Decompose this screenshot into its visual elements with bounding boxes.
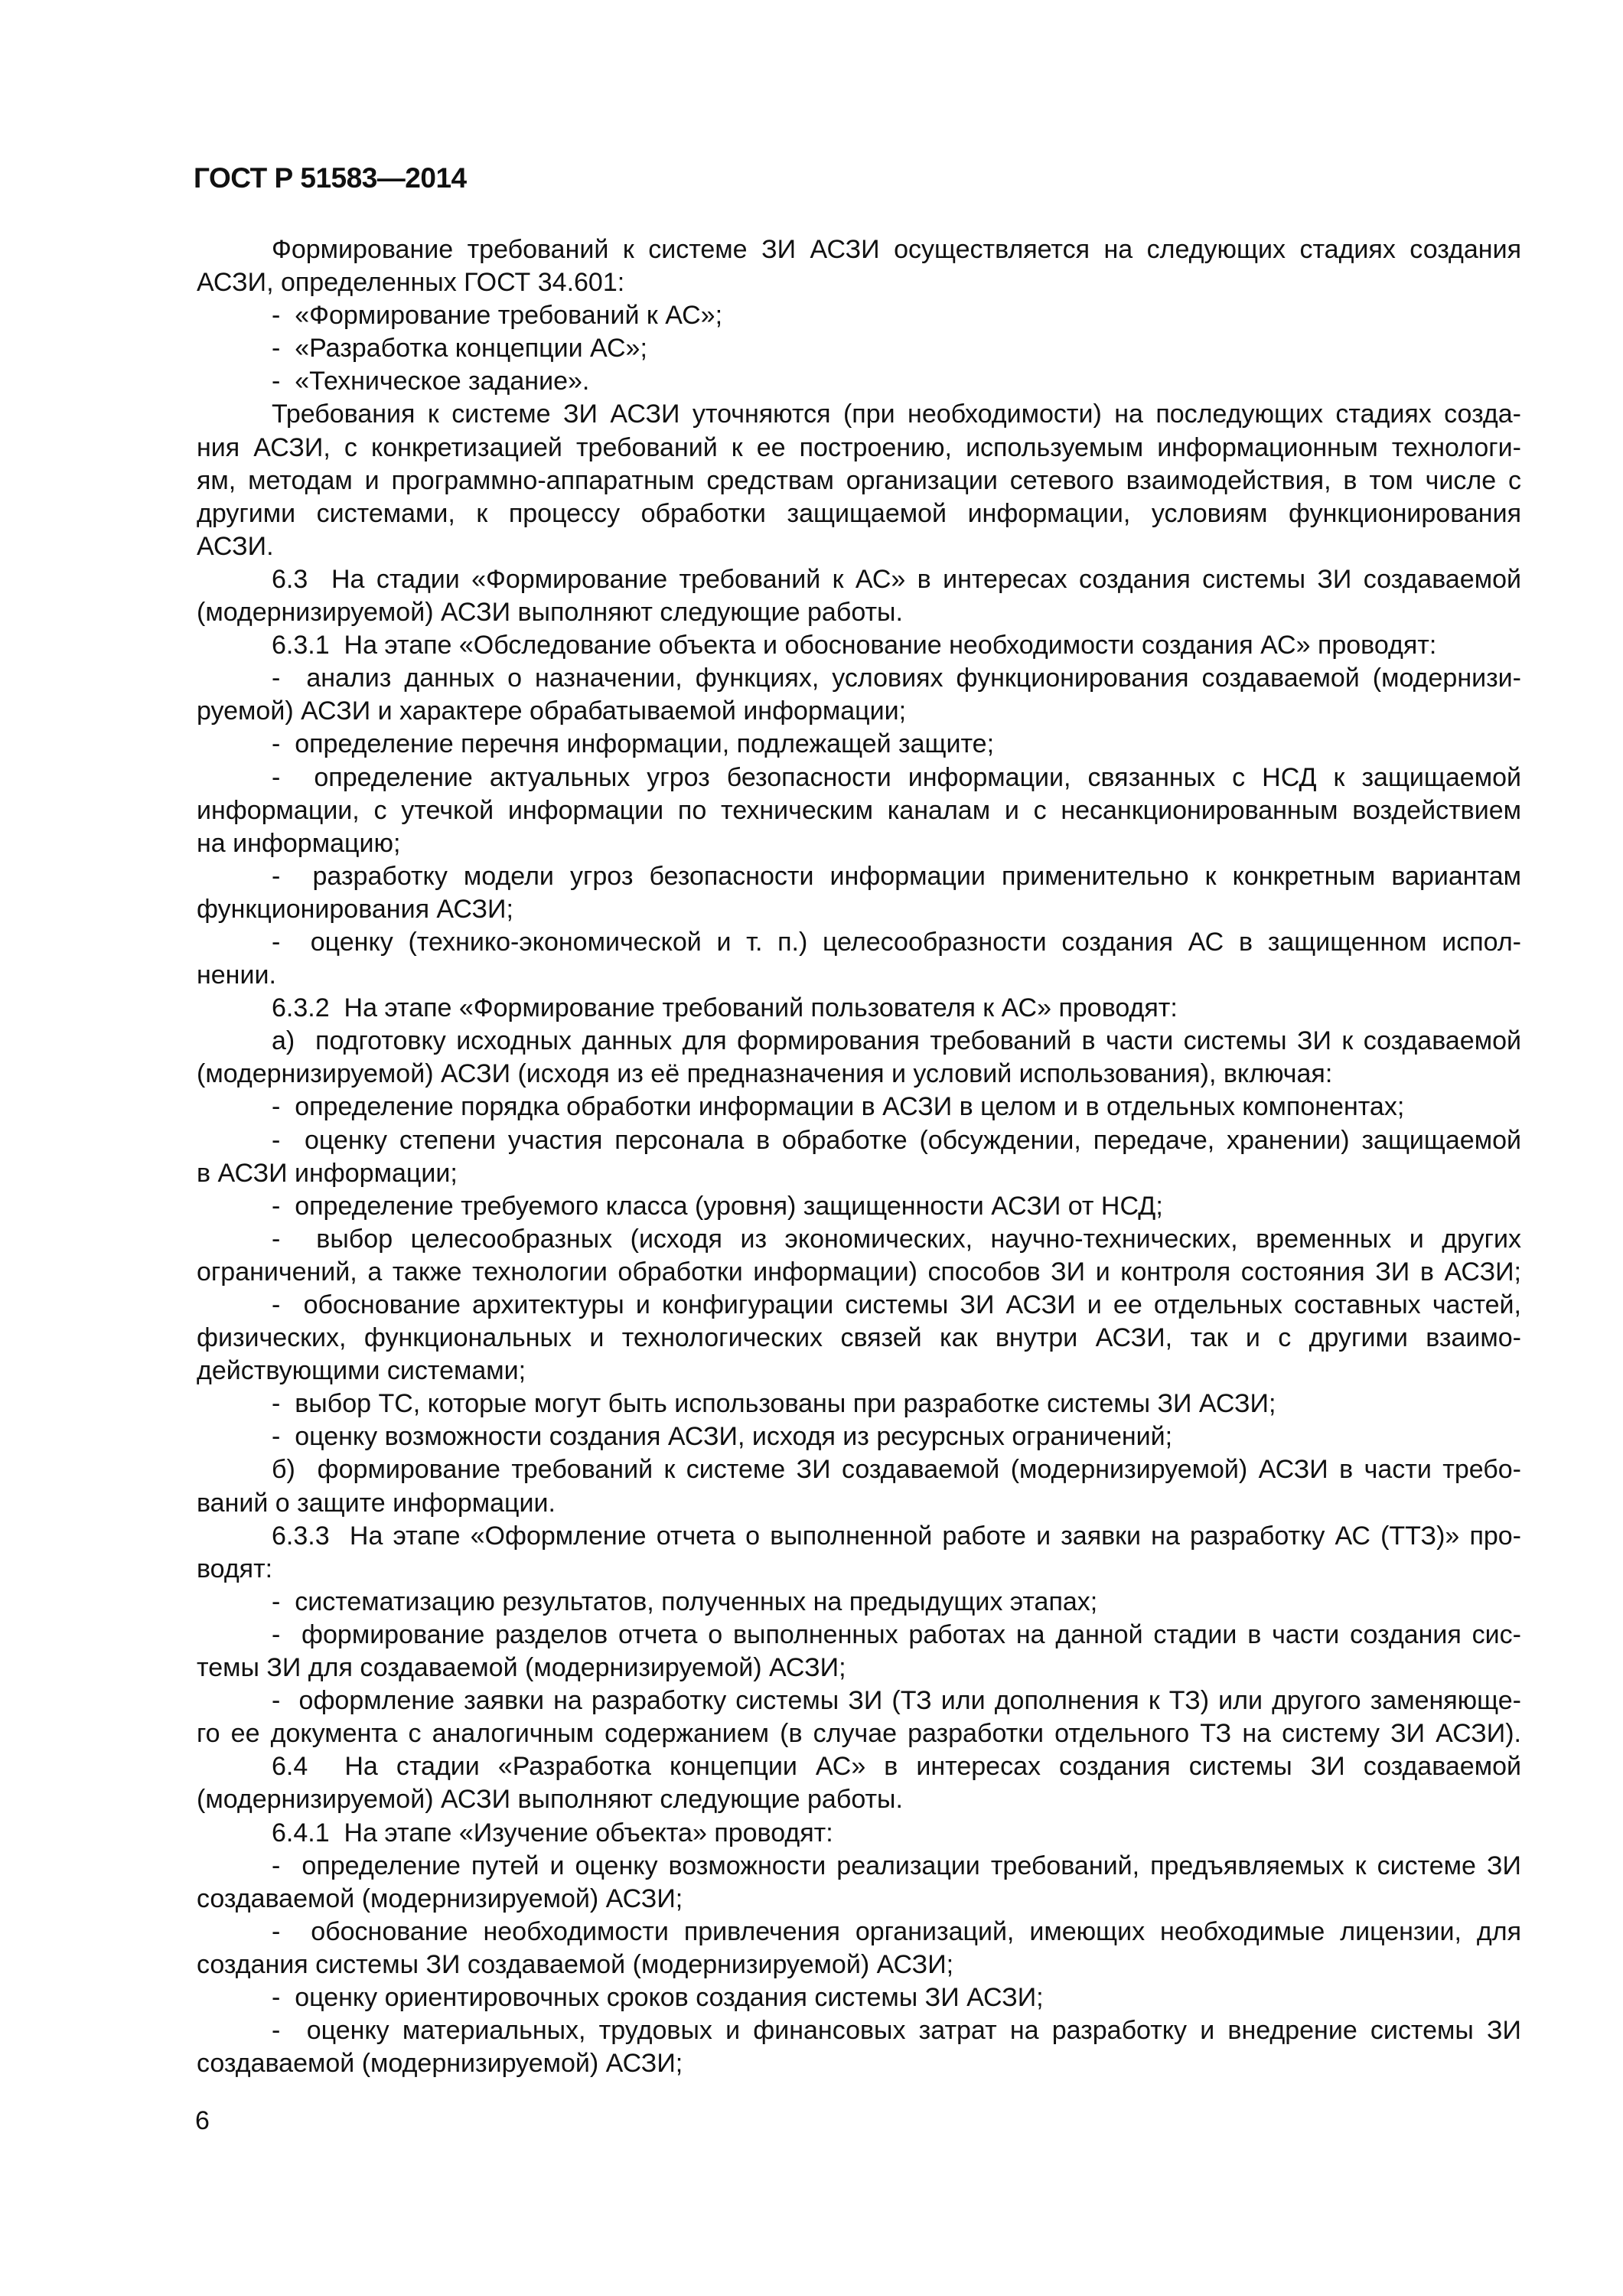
text-line-content: Формирование требований к системе ЗИ АСЗИ осуществляется на следующих стадиях создания (272, 235, 1521, 264)
text-line (197, 1949, 1521, 1981)
text-line (197, 992, 1521, 1025)
text-line (197, 233, 1521, 266)
text-line-content: - оценку материальных, трудовых и финансовых затрат на разработку и внедрение системы ЗИ (272, 2016, 1521, 2046)
text-line (197, 1124, 1521, 1157)
text-line (197, 563, 1521, 596)
text-line-content: создаваемой (модернизируемой) АСЗИ; (197, 1883, 683, 1913)
text-line (197, 1223, 1521, 1256)
page-number: 6 (195, 2106, 210, 2135)
text-line-content: (модернизируемой) АСЗИ выполняют следующие работы. (197, 598, 903, 628)
text-line-content: ограничений, а также технологии обработки информации) способов ЗИ и контроля состояния ЗИ в АСЗИ; (197, 1257, 1521, 1287)
text-line-content: (модернизируемой) АСЗИ выполняют следующие работы. (197, 1785, 903, 1815)
text-line (197, 1783, 1521, 1816)
text-line-content: руемой) АСЗИ и характере обрабатываемой информации; (197, 696, 907, 726)
text-line (197, 1322, 1521, 1355)
text-line-content: - определение актуальных угроз безопасности информации, связанных с НСД к защищаемой (272, 762, 1521, 792)
text-line-content: 6.3.1 На этапе «Обследование объекта и обоснование необходимости создания АС» проводят: (272, 631, 1437, 660)
text-line-content: 6.4 На стадии «Разработка концепции АС» в интересах создания системы ЗИ создаваемой (272, 1752, 1521, 1782)
text-line (197, 1817, 1521, 1850)
text-line-content: - определение путей и оценку возможности реализации требований, предъявляемых к системе ЗИ (272, 1851, 1521, 1880)
text-line (197, 1520, 1521, 1553)
text-line (197, 1553, 1521, 1586)
text-line (197, 332, 1521, 365)
text-line (197, 1916, 1521, 1949)
text-line (197, 1619, 1521, 1652)
text-line-content: - систематизацию результатов, полученных на предыдущих этапах; (272, 1587, 1098, 1616)
text-line-content: создаваемой (модернизируемой) АСЗИ; (197, 2049, 683, 2079)
text-line (197, 629, 1521, 662)
text-line (197, 266, 1521, 299)
text-line-content: - оценку возможности создания АСЗИ, исходя из ресурсных ограничений; (272, 1422, 1173, 1452)
text-line-content: - формирование разделов отчета о выполненных работах на данной стадии в части создания сис- (272, 1619, 1521, 1649)
text-line-content: - выбор целесообразных (исходя из экономических, научно-технических, временных и других (272, 1224, 1521, 1254)
text-line-content: Требования к системе ЗИ АСЗИ уточняются (при необходимости) на последующих стадиях созда- (272, 400, 1521, 429)
text-line-content: 6.4.1 На этапе «Изучение объекта» проводят: (272, 1818, 833, 1848)
text-line (197, 1091, 1521, 1124)
text-line-content: функционирования АСЗИ; (197, 894, 513, 924)
text-line (197, 1586, 1521, 1619)
text-line (197, 1190, 1521, 1223)
text-line (197, 1058, 1521, 1091)
text-line-content: ния АСЗИ, с конкретизацией требований к ее построению, используемым информационным технологи- (197, 432, 1521, 462)
text-line (197, 762, 1521, 794)
text-line-content: - определение требуемого класса (уровня) защищенности АСЗИ от НСД; (272, 1191, 1163, 1221)
text-line (197, 1157, 1521, 1190)
text-line-content: го ее документа с аналогичным содержанием (в случае разработки отдельного ТЗ на систему ЗИ АСЗИ). (197, 1719, 1521, 1749)
text-line-content: - обоснование необходимости привлечения организаций, имеющих необходимые лицензии, для (272, 1916, 1521, 1946)
text-line (197, 1256, 1521, 1289)
text-line (197, 1420, 1521, 1453)
document-header: ГОСТ Р 51583—2014 (194, 162, 467, 194)
text-line-content: на информацию; (197, 828, 401, 858)
text-line (197, 497, 1521, 530)
text-line-content: 6.3.2 На этапе «Формирование требований пользователя к АС» проводят: (272, 993, 1178, 1023)
text-line (197, 1883, 1521, 1916)
text-line (197, 530, 1521, 563)
text-line (197, 299, 1521, 332)
text-line-content: 6.3 На стадии «Формирование требований к АС» в интересах создания системы ЗИ создаваемой (272, 564, 1521, 594)
text-line (197, 1684, 1521, 1717)
text-line-content: - оформление заявки на разработку системы ЗИ (ТЗ или дополнения к ТЗ) или другого заменяюще- (272, 1686, 1521, 1716)
text-line (197, 432, 1521, 465)
text-line (197, 926, 1521, 959)
text-line (197, 398, 1521, 431)
text-line-content: - оценку ориентировочных сроков создания системы ЗИ АСЗИ; (272, 1982, 1044, 2012)
text-line-content: создания системы ЗИ создаваемой (модернизируемой) АСЗИ; (197, 1949, 954, 1979)
text-line (197, 2047, 1521, 2080)
text-line-content: - выбор ТС, которые могут быть использованы при разработке системы ЗИ АСЗИ; (272, 1389, 1276, 1419)
text-line-content: - оценку степени участия персонала в обработке (обсуждении, передаче, хранении) защищаемой (272, 1125, 1521, 1155)
text-line (197, 596, 1521, 629)
text-line (197, 365, 1521, 398)
text-line-content: АСЗИ. (197, 531, 274, 561)
text-line (197, 1750, 1521, 1783)
text-line-content: - «Техническое задание». (272, 367, 590, 396)
document-body (197, 233, 1521, 2080)
text-line-content: а) подготовку исходных данных для формирования требований в части системы ЗИ к создаваемой (272, 1026, 1521, 1056)
text-line-content: в АСЗИ информации; (197, 1158, 458, 1188)
text-line-content: б) формирование требований к системе ЗИ создаваемой (модернизируемой) АСЗИ в части требо- (272, 1455, 1521, 1485)
text-line (197, 695, 1521, 728)
text-line-content: нении. (197, 960, 276, 990)
text-line-content: ям, методам и программно-аппаратным средствам организации сетевого взаимодействия, в том числе с (197, 465, 1521, 495)
text-line (197, 728, 1521, 761)
text-line (197, 1981, 1521, 2014)
text-line (197, 1652, 1521, 1684)
text-line-content: физических, функциональных и технологических связей как внутри АСЗИ, так и с другими взаимо- (197, 1323, 1521, 1353)
text-line-content: - определение перечня информации, подлежащей защите; (272, 729, 995, 759)
text-line-content: действующими системами; (197, 1356, 526, 1386)
text-line-content: - «Формирование требований к АС»; (272, 301, 723, 331)
text-line (197, 2014, 1521, 2047)
text-line-content: информации, с утечкой информации по техническим каналам и с несанкционированным воздействием (197, 795, 1521, 825)
text-line (197, 1850, 1521, 1883)
text-line-content: водят: (197, 1554, 273, 1583)
text-line (197, 1025, 1521, 1058)
text-line-content: ваний о защите информации. (197, 1488, 556, 1518)
text-line (197, 1717, 1521, 1750)
text-line-content: темы ЗИ для создаваемой (модернизируемой) АСЗИ; (197, 1653, 846, 1683)
text-line-content: (модернизируемой) АСЗИ (исходя из её предназначения и условий использования), включая: (197, 1059, 1333, 1089)
text-line-content: - разработку модели угроз безопасности информации применительно к конкретным вариантам (272, 861, 1521, 891)
text-line (197, 1289, 1521, 1322)
text-line (197, 662, 1521, 695)
text-line-content: 6.3.3 На этапе «Оформление отчета о выполненной работе и заявки на разработку АС (ТТЗ)» про- (272, 1521, 1521, 1551)
text-line (197, 1388, 1521, 1420)
text-line (197, 1487, 1521, 1520)
text-line-content: - анализ данных о назначении, функциях, условиях функционирования создаваемой (модернизи- (272, 664, 1521, 693)
text-line (197, 959, 1521, 992)
text-line (197, 893, 1521, 926)
text-line-content: АСЗИ, определенных ГОСТ 34.601: (197, 268, 625, 298)
text-line (197, 465, 1521, 497)
text-line (197, 827, 1521, 860)
text-line (197, 1355, 1521, 1388)
text-line-content: - определение порядка обработки информации в АСЗИ в целом и в отдельных компонентах; (272, 1092, 1405, 1122)
text-line (197, 860, 1521, 893)
text-line-content: другими системами, к процессу обработки защищаемой информации, условиям функционирования (197, 498, 1521, 528)
text-line-content: - обоснование архитектуры и конфигурации системы ЗИ АСЗИ и ее отдельных составных частей, (272, 1290, 1521, 1319)
text-line (197, 794, 1521, 827)
text-line (197, 1453, 1521, 1486)
text-line-content: - оценку (технико-экономической и т. п.) целесообразности создания АС в защищенном испол- (272, 927, 1521, 957)
text-line-content: - «Разработка концепции АС»; (272, 334, 647, 364)
